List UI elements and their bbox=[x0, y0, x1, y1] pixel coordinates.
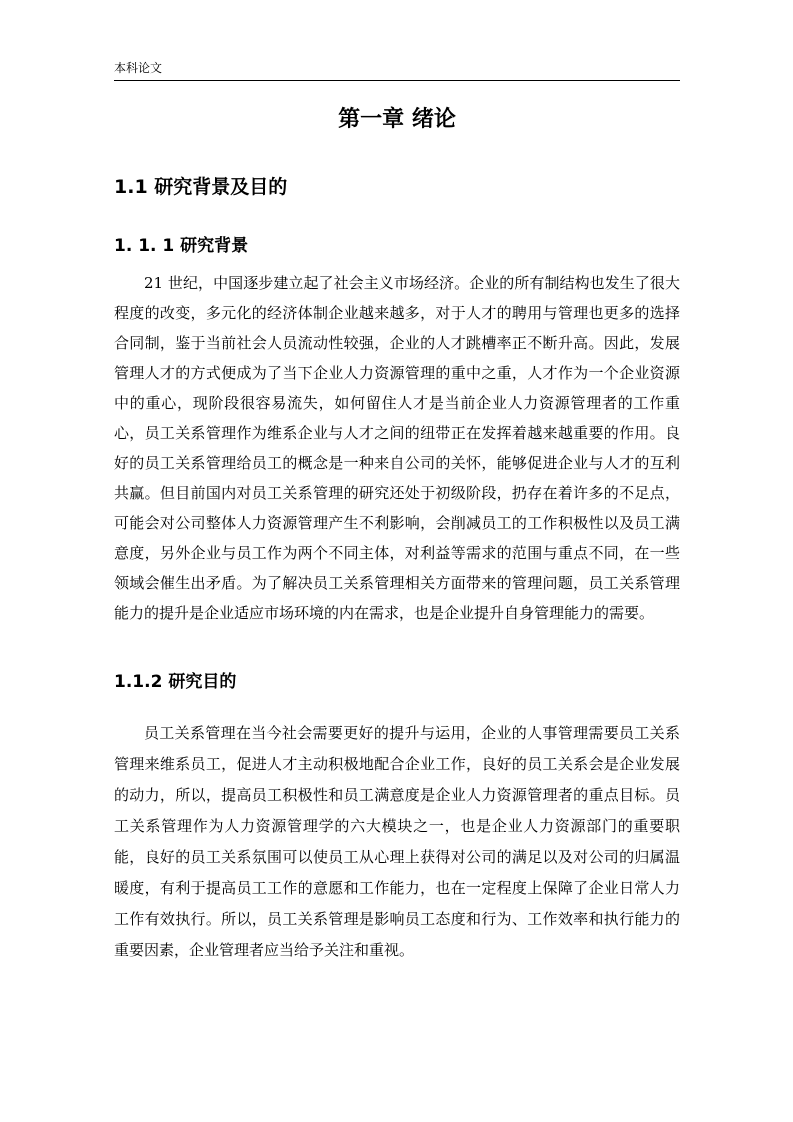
subsection-heading-1-1-2: 1.1.2 研究目的 bbox=[114, 672, 237, 692]
subsection-heading-1-1-1: 1. 1. 1 研究背景 bbox=[114, 236, 249, 256]
body-paragraph-research-background: 21 世纪，中国逐步建立起了社会主义市场经济。企业的所有制结构也发生了很大程度的改变，多元化的经济体制企业越来越多，对于人才的聘用与管理也更多的选择合同制，鉴于当前社会人员流动性较强，企业的人才跳槽率正不断升高。因此，发展管理人才的方式便成为了当下企业人力资源管理的重中之重，人才作为一个企业资源中的重心，现阶段很容易流失，如何留住人才是当前企业人力资源管理者的工作重心，员工关系管理作为维系企业与人才之间的纽带正在发挥着越来越重要的作用。良好的员工关系管理给员工的概念是一种来自公司的关怀，能够促进企业与人才的互利共赢。但目前国内对员工关系管理的研究还处于初级阶段，扔存在着许多的不足点，可能会对公司整体人力资源管理产生不利影响，会削减员工的工作积极性以及员工满意度，另外企业与员工作为两个不同主体，对利益等需求的范围与重点不同，在一些领域会催生出矛盾。为了解决员工关系管理相关方面带来的管理问题，员工关系管理能力的提升是企业适应市场环境的内在需求，也是企业提升自身管理能力的需要。 bbox=[114, 274, 680, 622]
chapter-title: 第一章 绪论 bbox=[338, 107, 456, 132]
section-heading-1-1: 1.1 研究背景及目的 bbox=[114, 176, 288, 198]
header-rule bbox=[114, 80, 680, 81]
body-paragraph-research-purpose: 员工关系管理在当今社会需要更好的提升与运用，企业的人事管理需要员工关系管理来维系员工，促进人才主动积极地配合企业工作，良好的员工关系会是企业发展的动力，所以，提高员工积极性和员工满意度是企业人力资源管理者的重点目标。员工关系管理作为人力资源管理学的六大模块之一，也是企业人力资源部门的重要职能，良好的员工关系氛围可以使员工从心理上获得对公司的满足以及对公司的归属温暖度，有利于提高员工工作的意愿和工作能力，也在一定程度上保障了企业日常人力工作有效执行。所以，员工关系管理是影响员工态度和行为、工作效率和执行能力的重要因素，企业管理者应当给予关注和重视。 bbox=[114, 724, 680, 959]
running-header: 本科论文 bbox=[114, 61, 163, 75]
